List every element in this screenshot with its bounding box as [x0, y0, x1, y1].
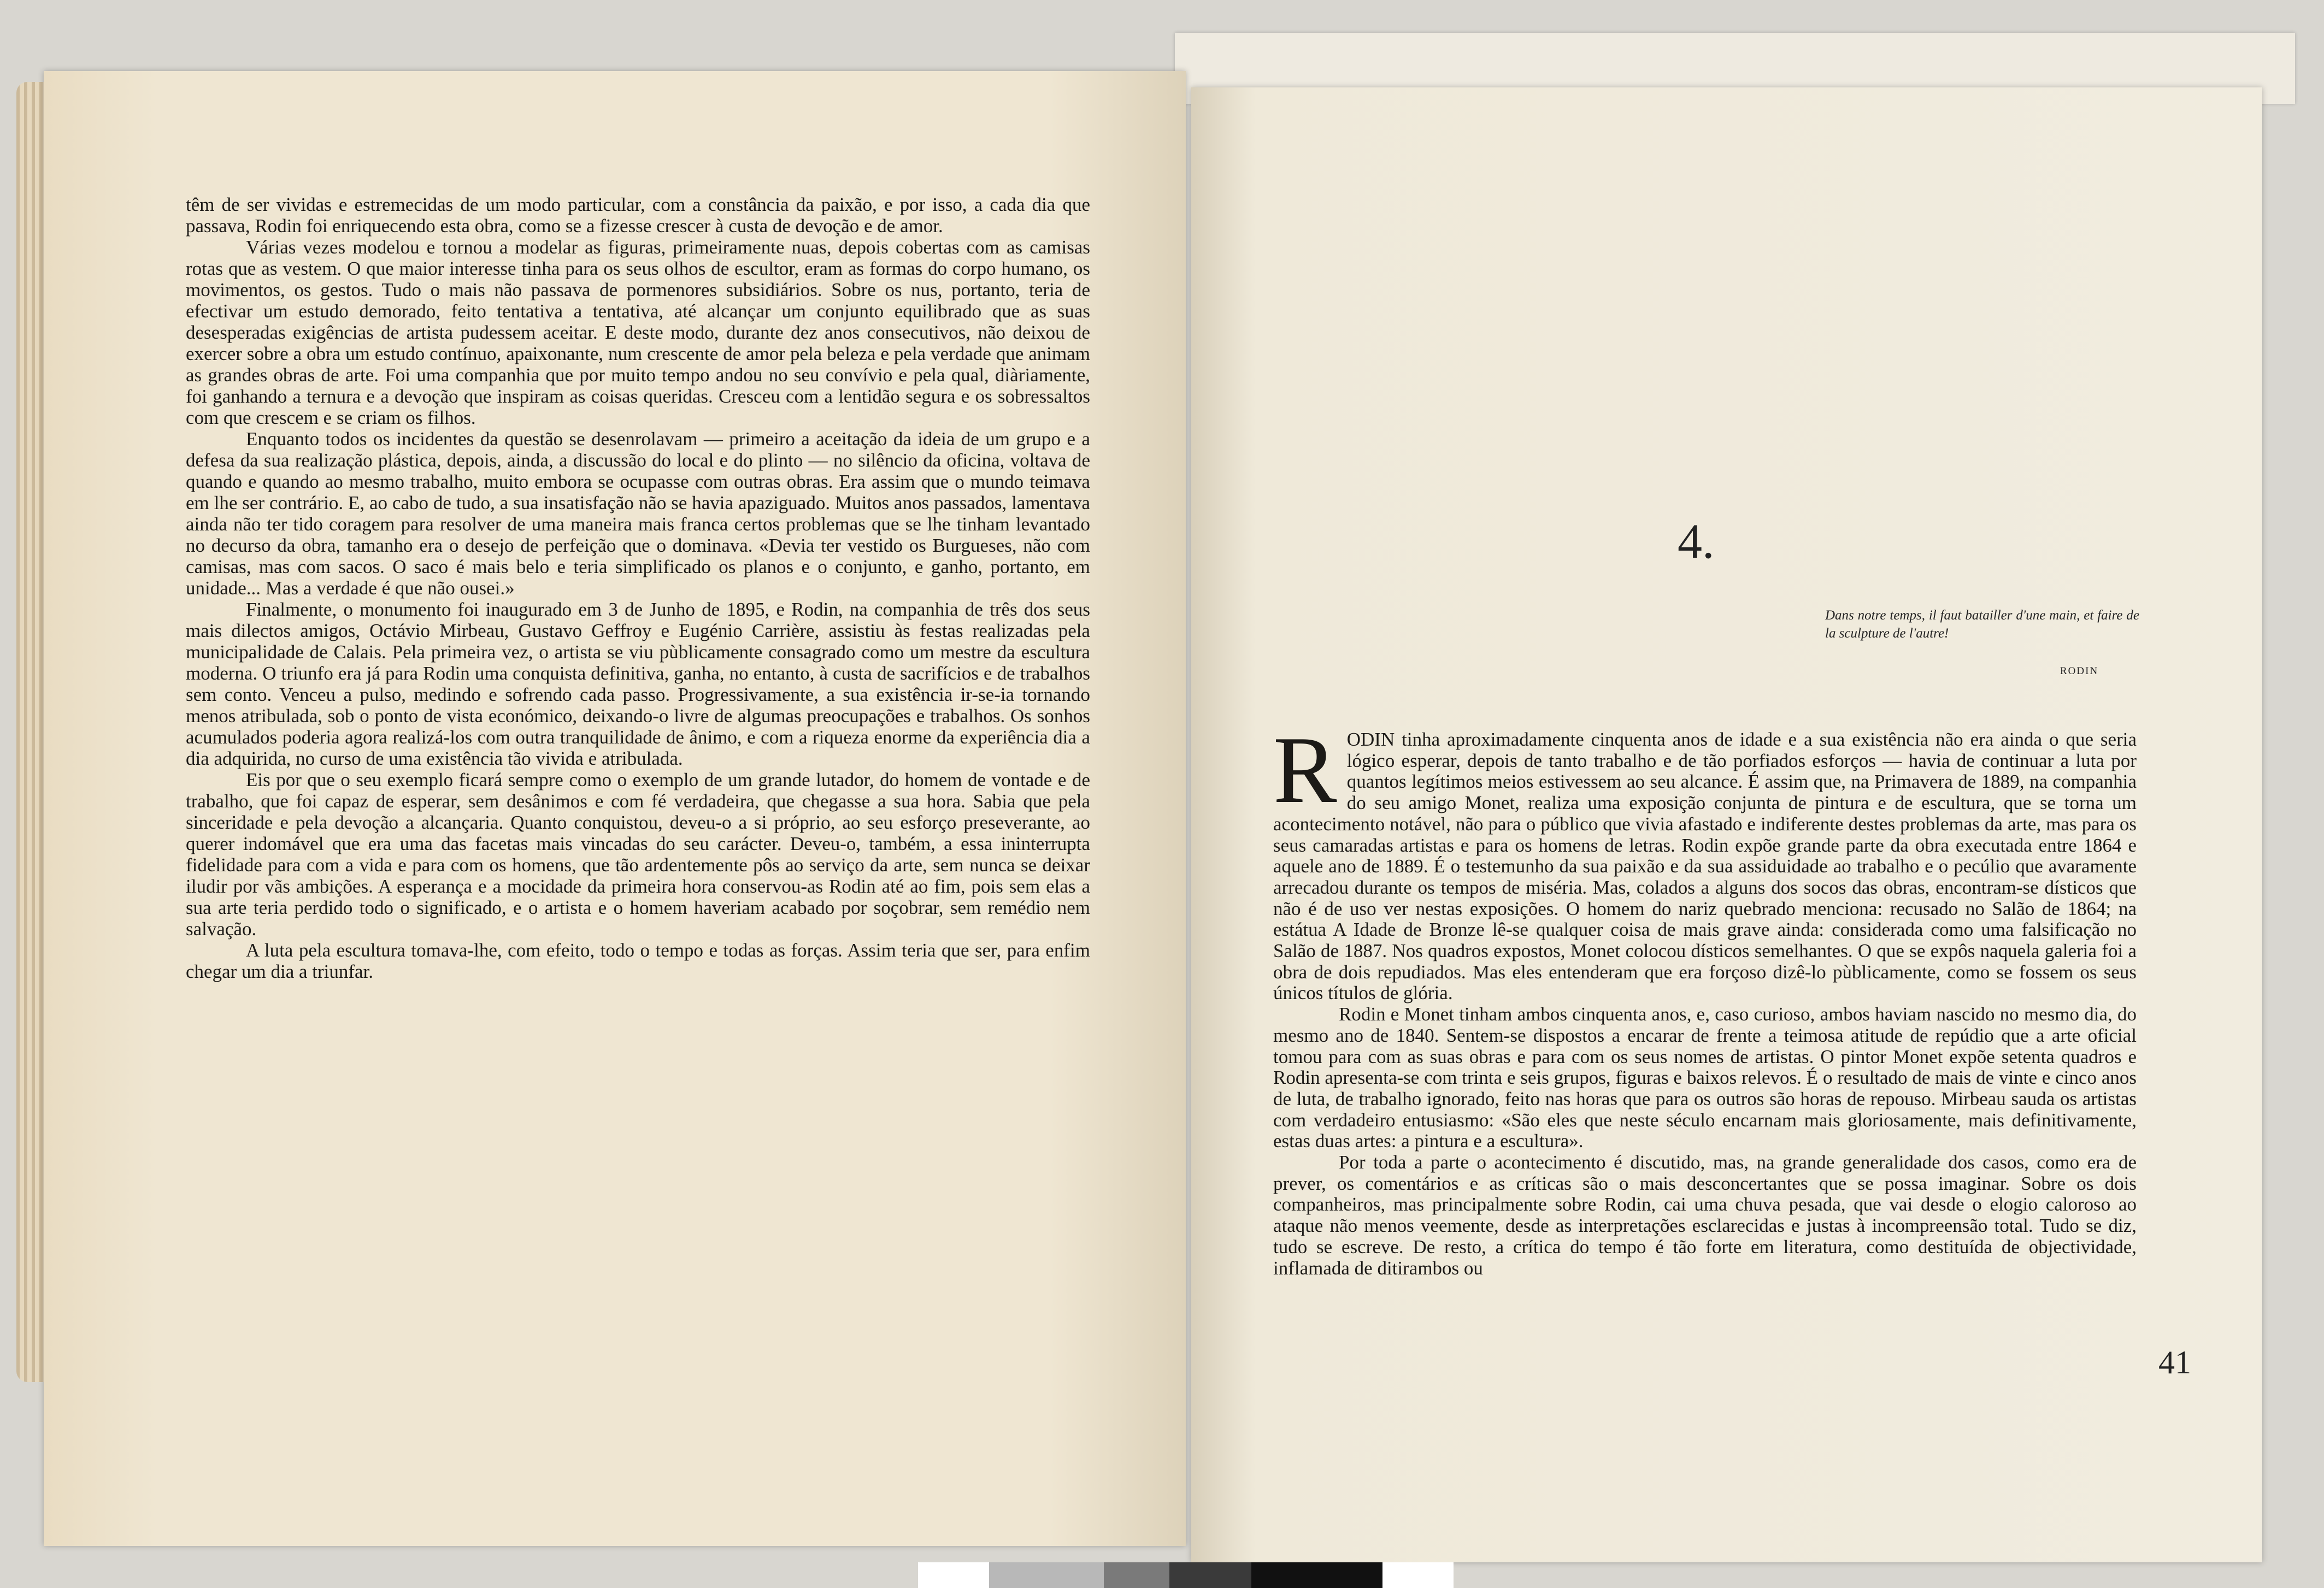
left-paragraph-4: Finalmente, o monumento foi inaugurado em 3 de Junho de 1895, e Rodin, na companhia de três dos seus mais dilectos amigos, Octávio Mirbeau, Gustavo Geffroy e Eugénio Carrière, assistiu às festas realizadas pela municipalidade de Calais. Pela primeira vez, o artista se viu pùblicamente consagrado como um mestre da escultura moderna. O triunfo era já para Rodin uma conquista definitiva, ganha, no entanto, à custa de sacrifícios e de trabalhos sem conto. Venceu a pulso, medindo e sofrendo cada passo. Progressivamente, a sua existência ir-se-ia tornando menos atribulada, sob o ponto de vista económico, deixando-o livre de algumas preocupações e trabalhos. Os sonhos acumulados poderia agora realizá-los com outra tranquilidade de ânimo, e com a riqueza enorme da experiência dia a dia adquirida, no curso de uma existência tão vivida e atribulada. — [186, 599, 1090, 769]
chapter-number: 4. — [1678, 515, 1715, 569]
right-paragraph-3: Por toda a parte o acontecimento é discutido, mas, na grande generalidade dos casos, como era de prever, os comentários e as críticas são o mais desconcertantes que se possa imaginar. Sobre os dois companheiros, mas principalmente sobre Rodin, cai uma chuva pesada, que vai desde o elogio caloroso ao ataque não menos veemente, desde as interpretações esclarecidas e justas à incompreensão total. Tudo se diz, tudo se escreve. De resto, a crítica do tempo é tão forte em literatura, como destituída de objectividade, inflamada de ditirambos ou — [1273, 1152, 2137, 1279]
dropcap-letter: R — [1273, 717, 1337, 823]
color-patch — [1169, 1562, 1251, 1588]
left-paragraph-6: A luta pela escultura tomava-lhe, com efeito, todo o tempo e todas as forças. Assim teria que ser, para enfim chegar um dia a triunfar. — [186, 940, 1090, 982]
left-paragraph-5: Eis por que o seu exemplo ficará sempre como o exemplo de um grande lutador, do homem de vontade e de trabalho, que foi capaz de esperar, sem desânimos e com fé verdadeira, que chegasse a sua hora. Sabia que pela sinceridade e pela devoção a alcançaria. Quanto conquistou, deveu-o a si próprio, ao seu esforço preseverante, ao querer indomável que era uma das facetas mais vincadas do seu carácter. Deveu-o, também, a essa ininterrupta fidelidade para com a vida e para com os homens, que tão ardentemente pôs ao serviço da arte, sem nunca se deixar iludir por vãs ambições. A esperança e a mocidade da primeira hora conservou-as Rodin até ao fim, pois sem elas a sua arte teria perdido todo o significado, e o artista e o homem haveriam acabado por soçobrar, sem remédio nem salvação. — [186, 769, 1090, 940]
epigraph: Dans notre temps, il faut batailler d'une main, et faire de la sculpture de l'autre! — [1825, 608, 2139, 641]
left-page-text — [186, 194, 1090, 982]
right-paragraph-1 — [1273, 717, 2137, 1004]
page-number: 41 — [2158, 1344, 2191, 1380]
left-paragraph-1: têm de ser vividas e estremecidas de um modo particular, com a constância da paixão, e por isso, a cada dia que passava, Rodin foi enriquecendo esta obra, como se a fizesse crescer à custa de devoção e de amor. — [186, 194, 1090, 237]
color-patch — [918, 1562, 989, 1588]
left-paragraph-2: Várias vezes modelou e tornou a modelar as figuras, primeiramente nuas, depois cobertas com as camisas rotas que as vestem. O que maior interesse tinha para os seus olhos de escultor, eram as formas do corpo humano, os movimentos, os gestos. Tudo o mais não passava de pormenores subsidiários. Sobre os nus, portanto, teria de efectivar um estudo demorado, feito tentativa a tentativa, até alcançar um conjunto equilibrado que as suas desesperadas exigências de artista pudessem aceitar. E deste modo, durante dez anos consecutivos, não deixou de exercer sobre a obra um estudo contínuo, apaixonante, num crescente de amor pela beleza e pela verdade que animam as grandes obras de arte. Foi uma companhia que por muito tempo andou no seu convívio e pela qual, diàriamente, foi ganhando a ternura e a devoção que inspiram as coisas queridas. Cresceu com a lentidão segura e os sobressaltos com que crescem e se criam os filhos. — [186, 237, 1090, 428]
color-patch — [1104, 1562, 1169, 1588]
color-patch — [989, 1562, 1104, 1588]
right-paragraph-1-text: ODIN tinha aproximadamente cinquenta anos de idade e a sua existência não era ainda o que seria lógico esperar, depois de tanto trabalho e de tão porfiados esforços — havia de continuar a luta por quantos legítimos meios estivessem ao seu alcance. É assim que, na Primavera de 1889, na companhia do seu amigo Monet, realiza uma exposição conjunta de pintura e de escultura, que se torna um acontecimento notável, não para o público que vivia afastado e indiferente destes problemas da arte, mas para os seus camaradas artistas e para os homens de letras. Rodin expõe grande parte da obra executada entre 1864 e aquele ano de 1889. É o testemunho da sua paixão e da sua assiduidade ao trabalho e o pecúlio que avaramente arrecadou durante os tempos de miséria. Mas, colados a alguns dos socos das obras, encontram-se dísticos que não é de uso ver nestas exposições. O homem do nariz quebrado menciona: recusado no Salão de 1864; na estátua A Idade de Bronze lê-se qualquer coisa de mais grave ainda: considerada como uma falsificação no Salão de 1887. Nos quadros expostos, Monet colocou dísticos semelhantes. O que se expôs naquela galeria foi a obra de dois repudiados. Mas eles entenderam que era forçoso dizê-lo pùblicamente, como se fossem os seus únicos títulos de glória. — [1273, 729, 2137, 1004]
right-paragraph-2: Rodin e Monet tinham ambos cinquenta anos, e, caso curioso, ambos haviam nascido no mesmo dia, do mesmo ano de 1840. Sentem-se dispostos a encarar de frente a teimosa atitude de repúdio que a arte oficial tomou para com as suas obras e para com os seus nomes de artistas. O pintor Monet expõe setenta quadros e Rodin apresenta-se com trinta e seis grupos, figuras e baixos relevos. É o resultado de mais de vinte e cinco anos de luta, de trabalho ignorado, feito nas horas que para os outros são horas de repouso. Mirbeau sauda os artistas com verdadeiro entusiasmo: «São eles que neste século encarnam mais gloriosamente, mais definitivamente, estas duas artes: a pintura e a escultura». — [1273, 1003, 2137, 1152]
left-paragraph-3: Enquanto todos os incidentes da questão se desenrolavam — primeiro a aceitação da ideia de um grupo e a defesa da sua realização plástica, depois, ainda, a discussão do local e do plinto — no silêncio da oficina, voltava de quando e quando ao mesmo trabalho, muito embora se ocupasse com outras obras. Era assim que o mundo teimava em lhe ser contrário. E, ao cabo de tudo, a sua insatisfação não se havia apaziguado. Muitos anos passados, lamentava ainda não ter tido coragem para resolver de uma maneira mais franca certos problemas que se lhe tinham levantado no decurso da obra, tamanho era o desejo de perfeição que o dominava. «Devia ter vestido os Burgueses, não com camisas, mas com sacos. O saco é mais belo e teria simplificado os planos e o conjunto, e ganho, portanto, em unidade... Mas a verdade é que não ousei.» — [186, 428, 1090, 599]
right-page-text — [1273, 717, 2137, 1279]
color-calibration-bar — [918, 1562, 1454, 1588]
color-patch — [1382, 1562, 1454, 1588]
epigraph-author: RODIN — [2060, 665, 2099, 677]
color-patch — [1251, 1562, 1382, 1588]
